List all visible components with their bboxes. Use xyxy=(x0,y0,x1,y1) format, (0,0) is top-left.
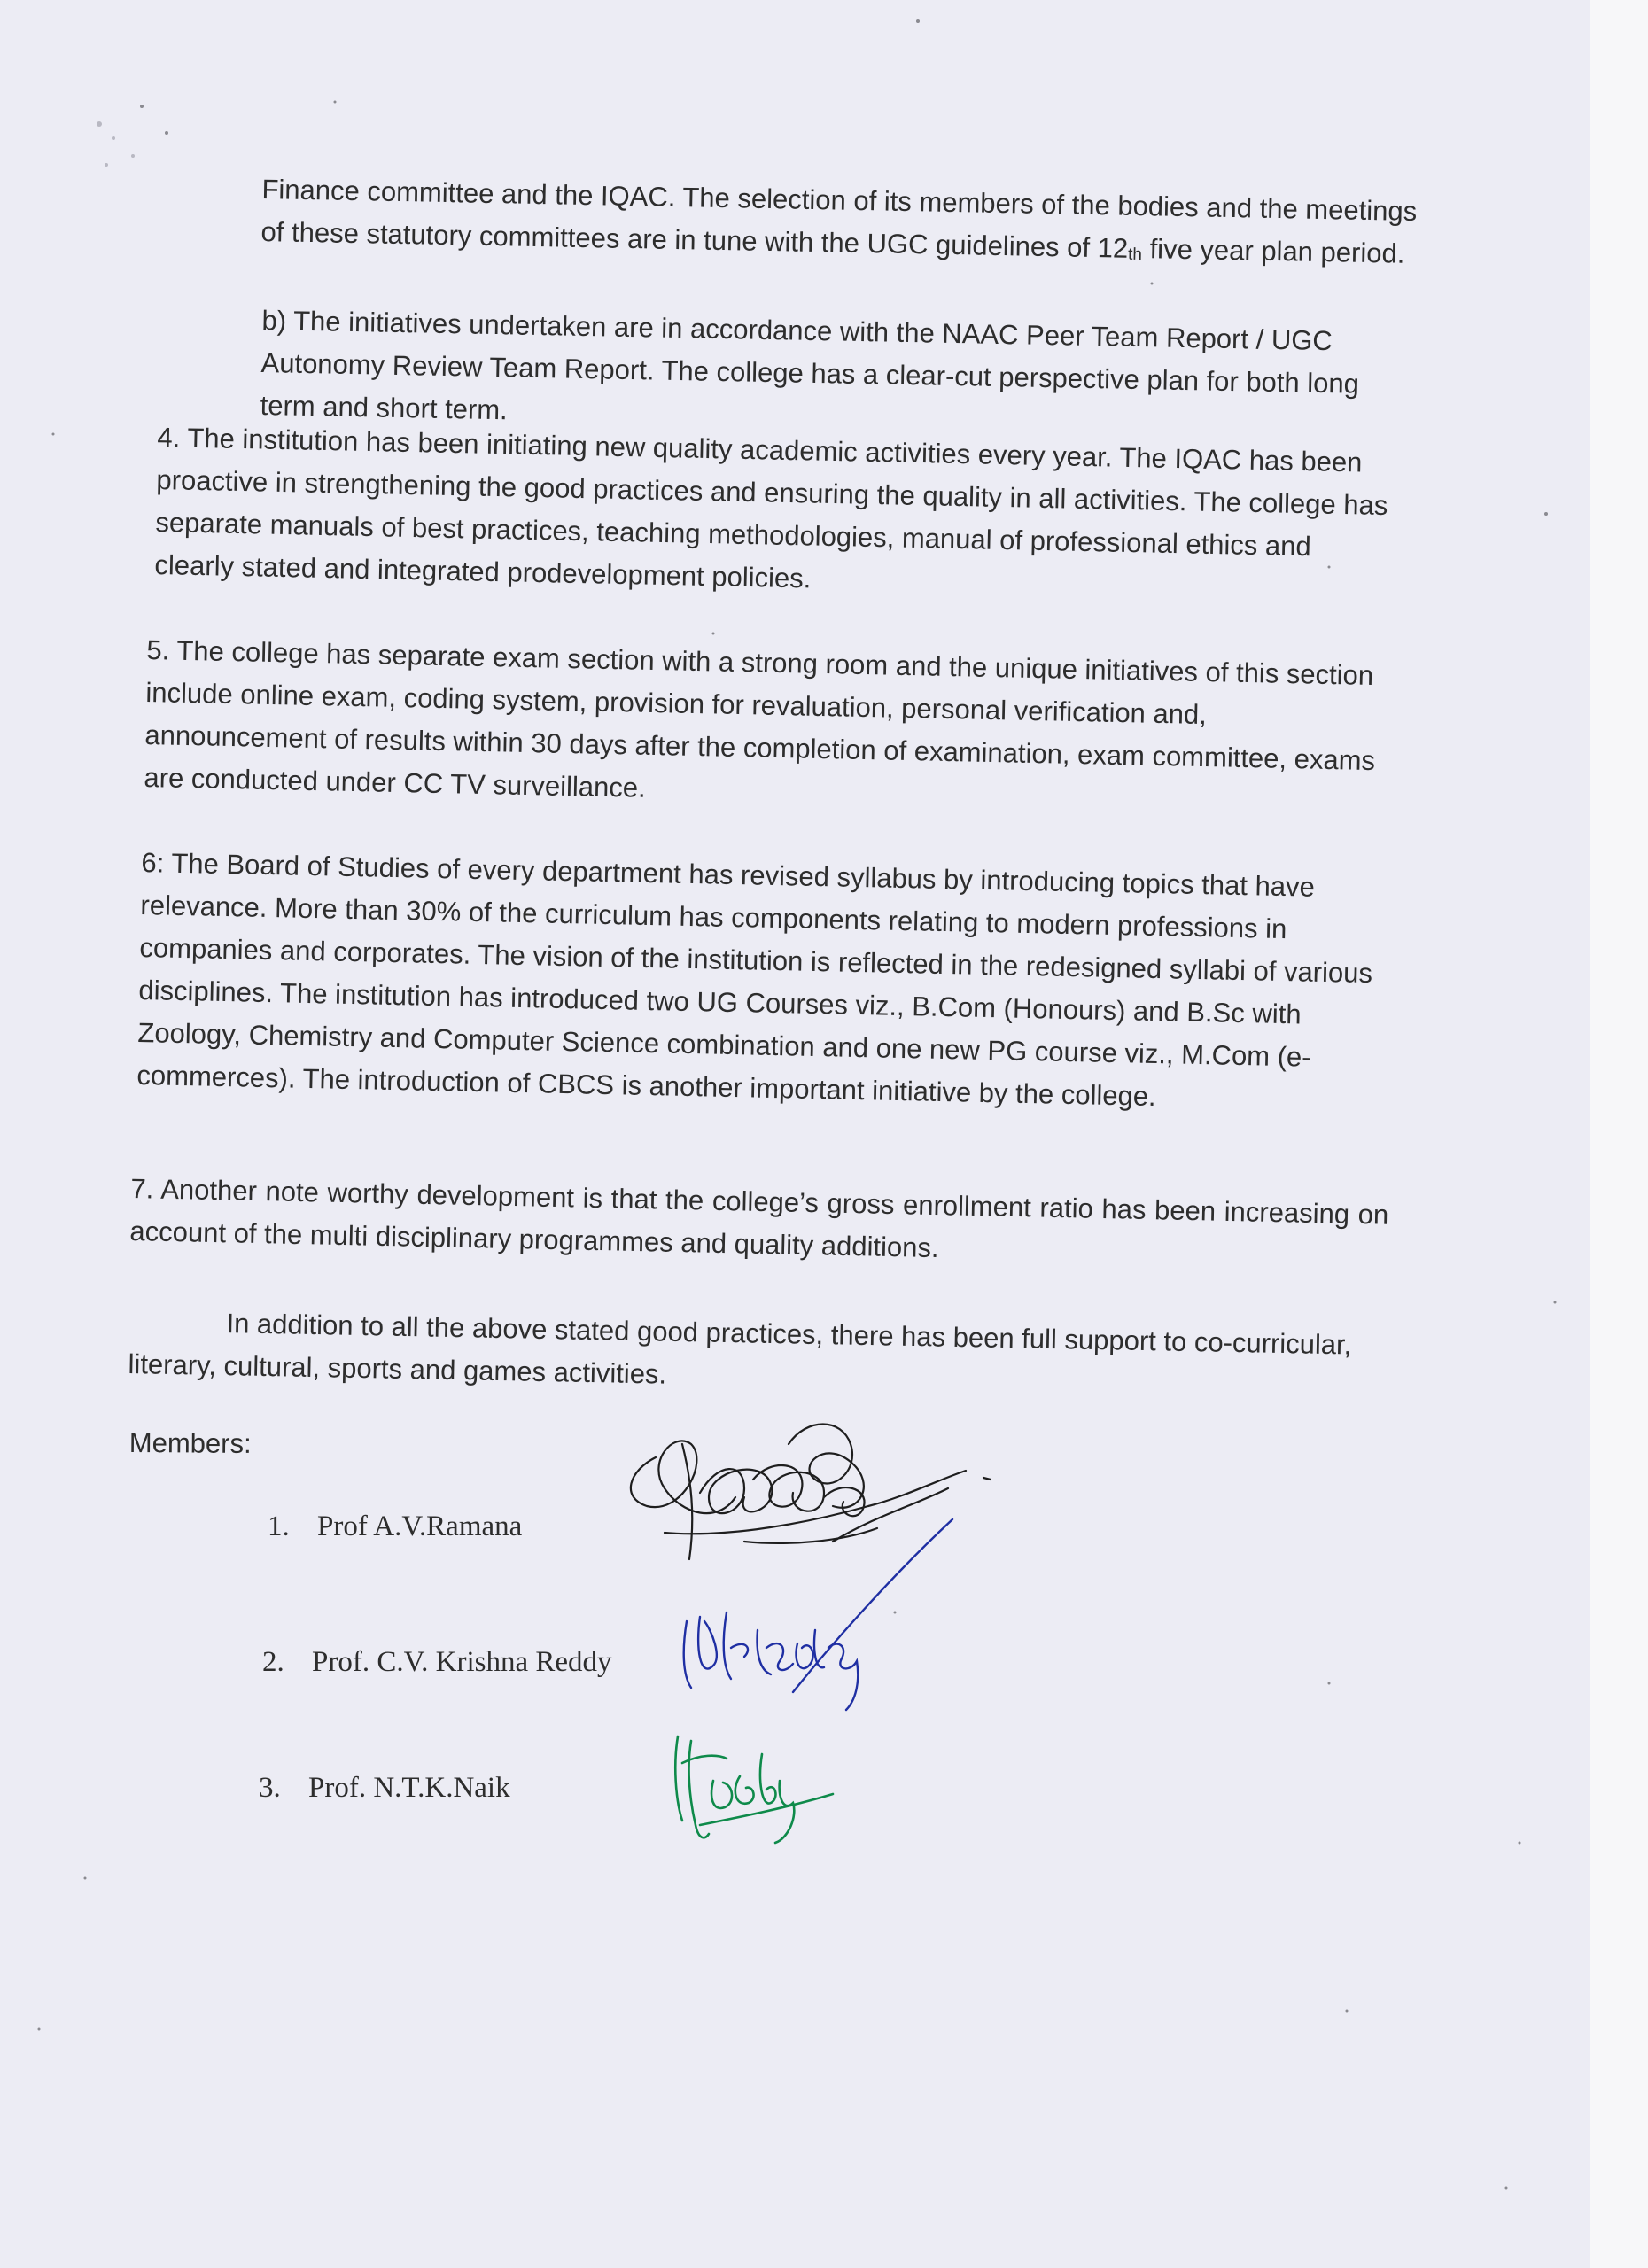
members-heading: Members: xyxy=(128,1426,252,1459)
item-number: 7. xyxy=(130,1172,154,1205)
item-text: The institution has been initiating new quality academic activities every year. The IQAC has been proactive in strengthening the good practices and ensuring the quality in all activities. The college has separate manuals of best practices, teaching methodologies, manual of professional ethics and clearly stated and integrated prodevelopment policies. xyxy=(154,422,1388,594)
member-number: 1. xyxy=(268,1511,290,1542)
list-item xyxy=(144,629,1388,825)
point-b-text: b) The initiatives undertaken are in accordance with the NAAC Peer Team Report / UGC Autonomy Review Team Report. The college has a clear-cut perspective plan for both long term and short term. xyxy=(260,304,1360,426)
superscript-th: th xyxy=(1127,245,1143,265)
member-number: 2. xyxy=(262,1646,284,1678)
signature-2-image xyxy=(660,1515,961,1728)
member-row xyxy=(268,1511,522,1543)
closing-text: In addition to all the above stated good practices, there has been full support to co-curricular, literary, cultural, sports and games activities. xyxy=(128,1308,1352,1390)
member-name: Prof A.V.Ramana xyxy=(317,1511,523,1542)
list-item xyxy=(154,416,1398,612)
item-number: 6: xyxy=(141,846,165,879)
item-number: 5. xyxy=(146,633,170,666)
item-text: The college has separate exam section with a strong room and the unique initiatives of this section include online exam, coding system, provision for revaluation, personal verification and, announcement of results within 30 days after the completion of examination, exam committee, exams are conducted under CC TV surveillance. xyxy=(144,634,1376,804)
continued-text-end: five year plan period. xyxy=(1141,233,1405,269)
list-item xyxy=(136,842,1400,1123)
member-row xyxy=(262,1646,612,1679)
member-name: Prof. C.V. Krishna Reddy xyxy=(312,1646,612,1678)
continued-text: Finance committee and the IQAC. The selection of its members of the bodies and the meetings of these statutory committees are in tune with the UGC guidelines of 12 xyxy=(260,173,1418,264)
item-text: The Board of Studies of every department has revised syllabus by introducing topics that have relevance. More than 30% of the curriculum has components relating to modern professions in companies and corporates. The vision of the institution is reflected in the redesigned syllabi of various disciplines. The institution has introduced two UG Courses viz., B.Com (Honours) and B.Sc with Zoology, Chemistry and Computer Science combination and one new PG course viz., M.Com (e-commerces). The introduction of CBCS is another important initiative by the college. xyxy=(136,847,1373,1113)
item-text: Another note worthy development is that the college’s gross enrollment ratio has been increasing on account of the multi disciplinary programmes and quality additions. xyxy=(129,1173,1389,1264)
member-name: Prof. N.T.K.Naik xyxy=(308,1772,510,1804)
item-number: 4. xyxy=(157,421,181,454)
member-row xyxy=(259,1772,510,1805)
member-number: 3. xyxy=(259,1772,281,1804)
signature-3-image xyxy=(665,1728,859,1852)
scan-margin xyxy=(1590,0,1648,2268)
